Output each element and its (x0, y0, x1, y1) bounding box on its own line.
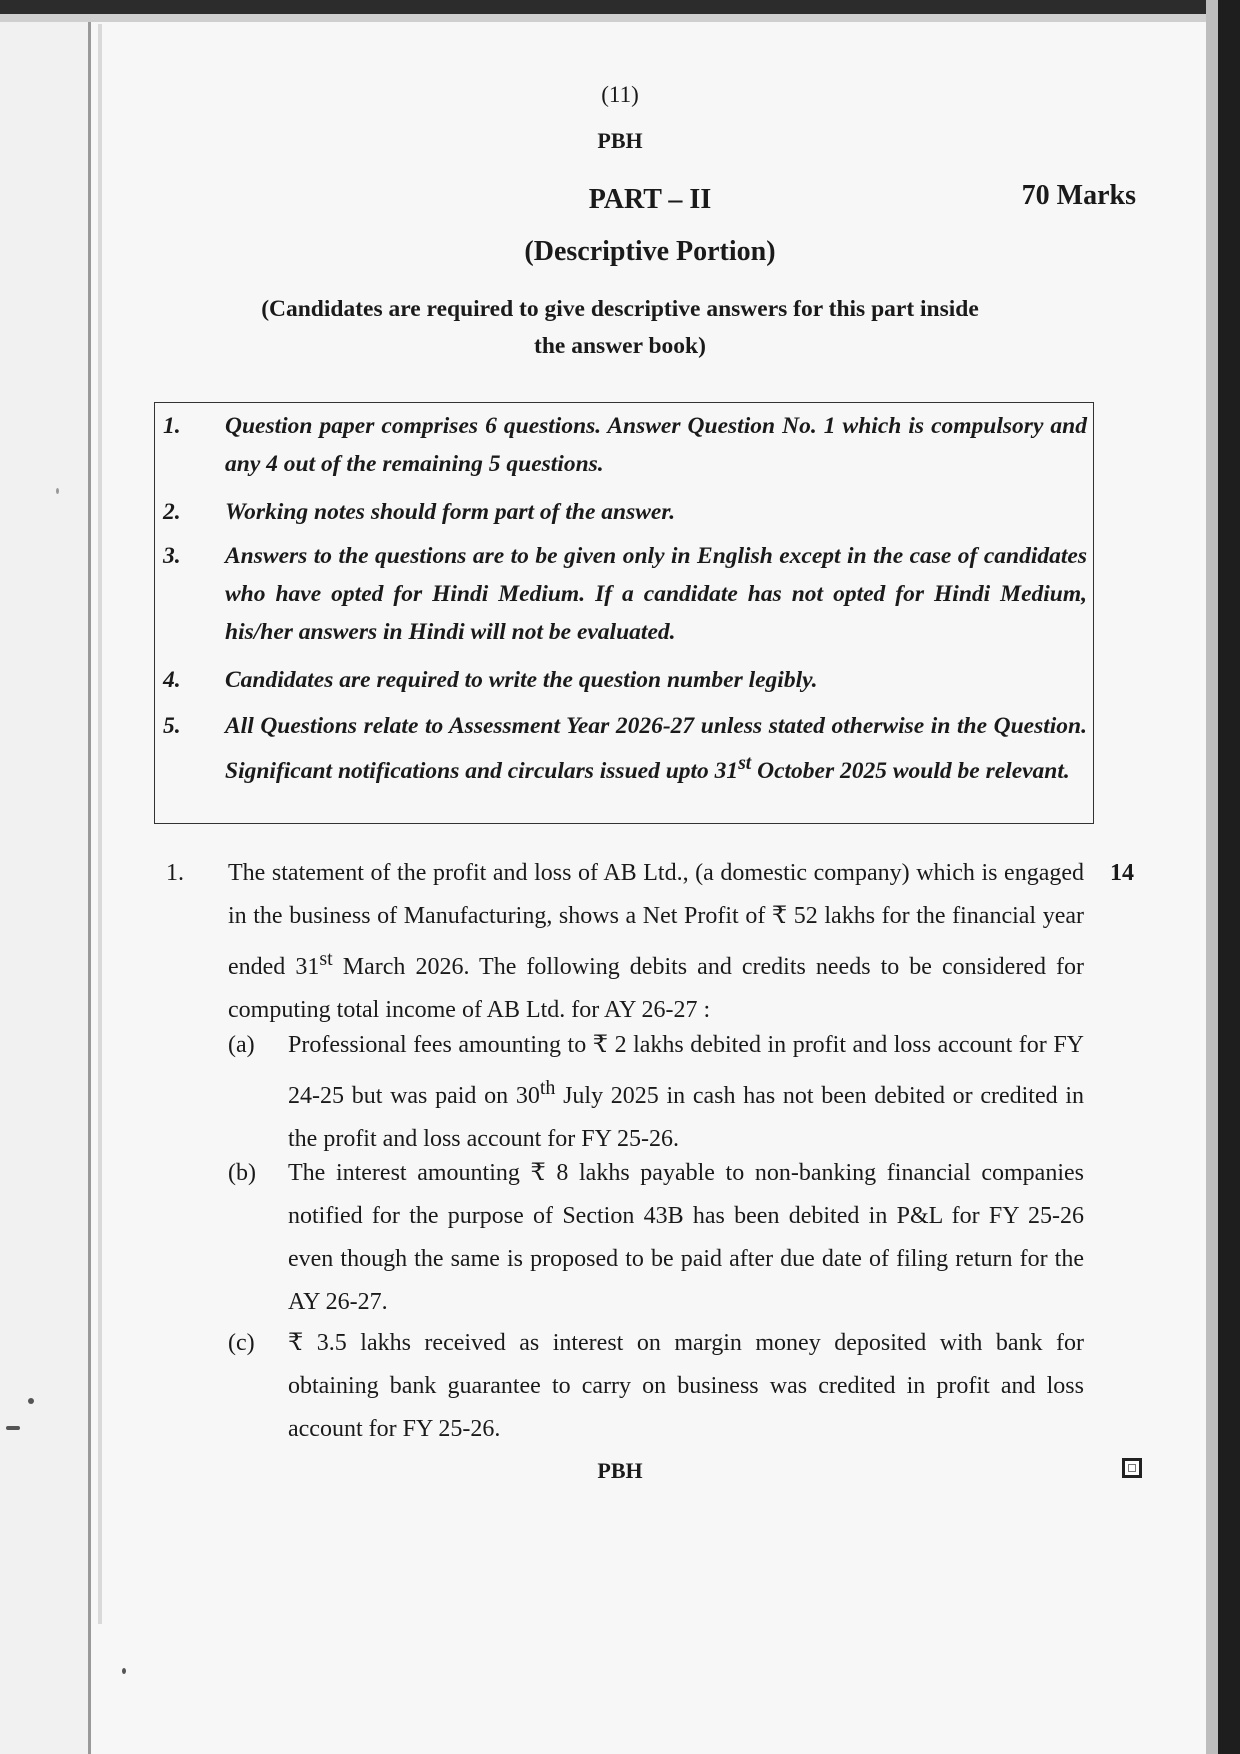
instruction-number: 4. (163, 667, 181, 693)
candidate-note-line-2: the answer book) (534, 333, 706, 359)
superscript: st (738, 753, 752, 774)
scan-top-shadow (0, 14, 1240, 22)
instruction-text: Question paper comprises 6 questions. Answer Question No. 1 which is compulsory and any 4 out of the remaining 5 questions. (225, 413, 1087, 477)
total-marks: 70 Marks (1021, 180, 1136, 211)
instruction-text: Candidates are required to write the question number legibly. (225, 667, 818, 693)
sub-part-label: (a) (228, 1032, 255, 1058)
sub-part-label: (b) (228, 1160, 256, 1186)
instruction-text: Working notes should form part of the answer. (225, 499, 676, 525)
sheet-fold-shadow (98, 24, 102, 1624)
question-number: 1. (166, 860, 184, 886)
instruction-number: 1. (163, 413, 181, 439)
instructions-box (154, 402, 1094, 824)
portion-title: (Descriptive Portion) (524, 236, 776, 267)
sub-part-text: The interest amounting ₹ 8 lakhs payable to non-banking financial companies notified for the purpose of Section 43B has been debited in P&L for FY 25-26 even though the same is proposed to be paid after due date of filing return for the AY 26-27. (288, 1160, 1084, 1315)
sub-part-text: Professional fees amounting to ₹ 2 lakhs debited in profit and loss account for FY 24-25 but was paid on 30th July 2025 in cash has not been debited or credited in the profit and loss account for FY 25-26. (288, 1032, 1084, 1152)
paper-code-bottom: PBH (597, 1458, 643, 1483)
superscript: st (319, 948, 333, 970)
sub-part-label: (c) (228, 1330, 255, 1356)
candidate-note-line-1: (Candidates are required to give descriptive answers for this part inside (261, 296, 979, 322)
instruction-text: Answers to the questions are to be given only in English except in the case of candidates who have opted for Hindi Medium. If a candidate has not opted for Hindi Medium, his/her answers in Hindi will not be evaluated. (225, 543, 1087, 645)
sub-part-text: ₹ 3.5 lakhs received as interest on margin money deposited with bank for obtaining bank guarantee to carry on business was credited in profit and loss account for FY 25-26. (288, 1330, 1084, 1442)
scan-right-shadow (1206, 0, 1218, 1754)
instruction-text: All Questions relate to Assessment Year 2026-27 unless stated otherwise in the Question. Significant notifications and circulars issued upto 31st October 2025 would be relevant. (225, 713, 1087, 784)
instruction-number: 2. (163, 499, 181, 525)
instruction-number: 5. (163, 713, 181, 739)
scan-speck (56, 488, 59, 494)
superscript: th (539, 1077, 556, 1099)
scan-speck (6, 1426, 20, 1430)
scan-right-edge (1218, 0, 1240, 1754)
paper-code-top: PBH (597, 128, 643, 153)
scan-speck (28, 1398, 34, 1404)
scan-speck (122, 1668, 126, 1674)
scan-top-edge (0, 0, 1240, 14)
question-intro: The statement of the profit and loss of AB Ltd., (a domestic company) which is engaged in the business of Manufacturing, shows a Net Profit of ₹ 52 lakhs for the financial year ended 31st March 2026. The following debits and credits needs to be considered for computing total income of AB Ltd. for AY 26-27 : (228, 860, 1084, 1023)
square-end-icon (1122, 1458, 1142, 1478)
instruction-number: 3. (163, 543, 181, 569)
page-number: (11) (601, 82, 639, 107)
question-marks: 14 (1110, 860, 1134, 886)
part-title: PART – II (588, 184, 712, 215)
